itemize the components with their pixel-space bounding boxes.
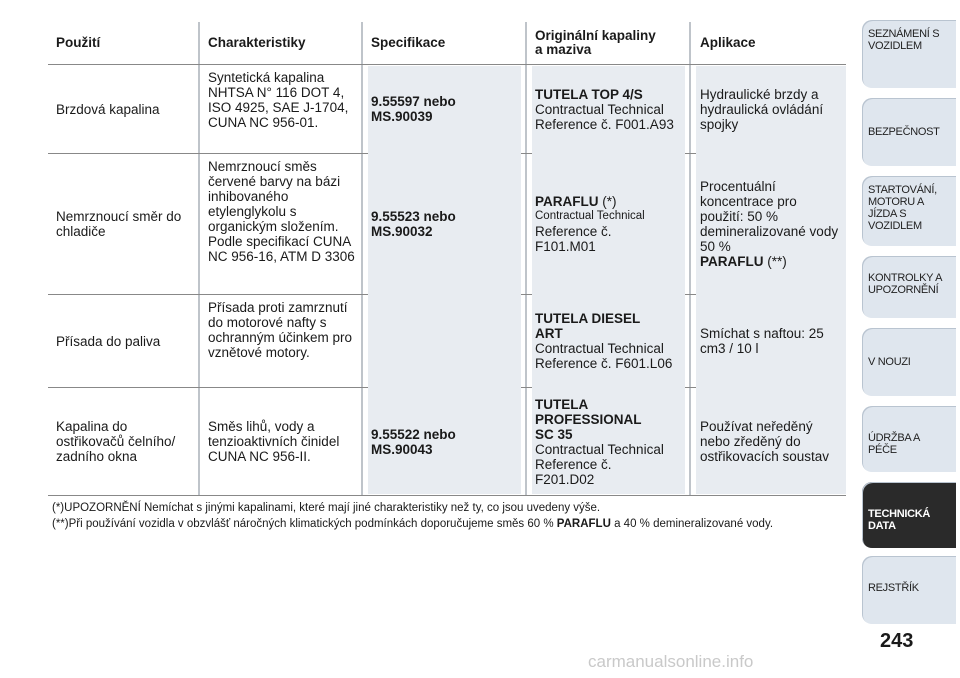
tab-udrzba[interactable]: ÚDRŽBA A PÉČE bbox=[862, 406, 956, 472]
table-row-spec: 9.55597 nebo MS.90039 bbox=[371, 94, 456, 124]
header-application: Aplikace bbox=[700, 35, 756, 50]
table-row-characteristics: Syntetická kapalina NHTSA N° 116 DOT 4, ISO 4925, SAE J-1704, CUNA NC 956-01. bbox=[208, 70, 349, 130]
column-divider bbox=[198, 22, 200, 495]
tab-bezpecnost[interactable]: BEZPEČNOST bbox=[862, 98, 956, 166]
table-row-use: Brzdová kapalina bbox=[56, 101, 160, 117]
tab-technicka-data[interactable]: TECHNICKÁ DATA bbox=[862, 482, 956, 548]
table-row-spec: 9.55523 nebo MS.90032 bbox=[371, 209, 456, 239]
watermark: carmanualsonline.info bbox=[588, 652, 754, 671]
table-row-characteristics: Přísada proti zamrznutí do motorové nafty s ochranným účinkem pro vznětové motory. bbox=[208, 300, 353, 360]
column-divider bbox=[525, 22, 527, 495]
tab-startovani[interactable]: STARTOVÁNÍ, MOTORU A JÍZDA S VOZIDLEM bbox=[862, 176, 956, 246]
table-row-fluid: TUTELA TOP 4/S Contractual Technical Reference č. F001.A93 bbox=[535, 86, 674, 132]
header-use: Použití bbox=[56, 35, 101, 50]
row-divider bbox=[48, 495, 846, 496]
header-fluids: Originální kapaliny a maziva bbox=[535, 28, 656, 57]
table-row-spec: 9.55522 nebo MS.90043 bbox=[371, 426, 456, 457]
header-spec: Specifikace bbox=[371, 35, 446, 50]
tab-v-nouzi[interactable]: V NOUZI bbox=[862, 328, 956, 396]
table-row-use: Kapalina do ostřikovačů čelního/ zadního okna bbox=[56, 419, 176, 464]
column-divider bbox=[689, 22, 691, 495]
table-row-use: Přísada do paliva bbox=[56, 333, 161, 349]
table-row-application: Používat neředěný nebo zředěný do ostřikovacích soustav bbox=[700, 419, 830, 464]
table-row-fluid: TUTELA PROFESSIONAL SC 35 Contractual Technical Reference č. F201.D02 bbox=[535, 396, 664, 487]
header-characteristics: Charakteristiky bbox=[208, 35, 306, 50]
table-row-use: Nemrznoucí směr do chladiče bbox=[56, 209, 182, 239]
page-number: 243 bbox=[880, 630, 914, 652]
footnote-1: (*)UPOZORNĚNÍ Nemíchat s jinými kapalinami, které mají jiné charakteristiky než ty, co jsou uvedeny výše. bbox=[52, 502, 601, 514]
table-row-characteristics: Směs lihů, vody a tenzioaktivních činidel CUNA NC 956-II. bbox=[208, 419, 340, 464]
table-row-characteristics: Nemrznoucí směs červené barvy na bázi inhibovaného etylenglykolu s organickým složením. Podle specifikací CUNA NC 956-16, ATM D 3306 bbox=[208, 159, 355, 264]
table-row-fluid: TUTELA DIESEL ART Contractual Technical Reference č. F601.L06 bbox=[535, 311, 673, 371]
table-row-application: Smíchat s naftou: 25 cm3 / 10 l bbox=[700, 326, 824, 356]
table-row-application: Procentuální koncentrace pro použití: 50 % demineralizované vody 50 % PARAFLU (**) bbox=[700, 179, 839, 269]
footnotes bbox=[52, 500, 842, 532]
table-row-application: Hydraulické brzdy a hydraulická ovládání spojky bbox=[700, 86, 824, 132]
table-row-fluid: PARAFLU (*) Contractual Technical Reference č. F101.M01 bbox=[535, 194, 645, 254]
column-divider bbox=[361, 22, 363, 495]
footnote-2: (**)Při používání vozidla v obzvlášť náročných klimatických podmínkách doporučujeme směs 60 % PARAFLU a 40 % demineralizované vody. bbox=[52, 518, 774, 530]
tab-kontrolky[interactable]: KONTROLKY A UPOZORNĚNÍ bbox=[862, 256, 956, 318]
tab-rejstrik[interactable]: REJSTŘÍK bbox=[862, 556, 956, 624]
tab-seznameni[interactable]: SEZNÁMENÍ S VOZIDLEM bbox=[862, 20, 956, 88]
